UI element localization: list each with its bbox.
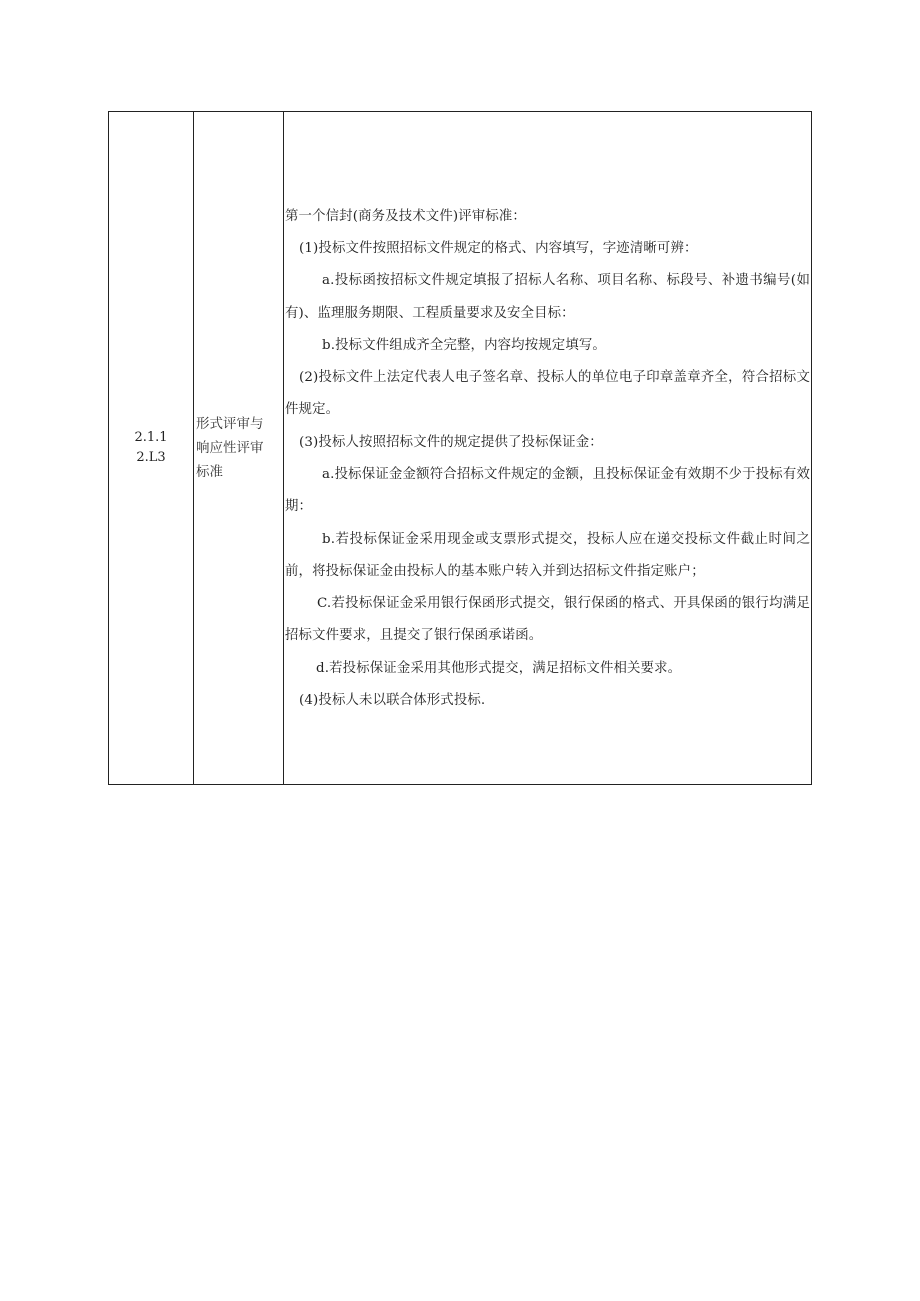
detail-paragraph-item-4: (4)投标人未以联合体形式投标. [299, 693, 486, 709]
detail-paragraph-item-3: (3)投标人按照招标文件的规定提供了投标保证金： [299, 434, 603, 450]
criterion-name-line-3: 标准 [196, 464, 223, 480]
clause-number-cell [109, 112, 194, 785]
criterion-detail-text [285, 179, 810, 718]
table-row [109, 112, 812, 785]
criterion-detail-cell [284, 112, 812, 785]
criterion-name-cell [194, 112, 284, 785]
detail-paragraph-item-1b: b.投标文件组成齐全完整，内容均按规定填写。 [322, 337, 606, 353]
detail-paragraph-item-1: (1)投标文件按照招标文件规定的格式、内容填写，字迹清晰可辨： [299, 240, 698, 256]
detail-paragraph-item-2: (2)投标文件上法定代表人电子签名章、投标人的单位电子印章盖章齐全，符合招标文件规定。 [285, 370, 810, 418]
clause-number-line-1: 2.1.1 [134, 430, 168, 445]
detail-paragraph-item-1a: a.投标函按招标文件规定填报了招标人名称、项目名称、标段号、补遗书编号(如有)、监理服务期限、工程质量要求及安全目标： [285, 273, 810, 321]
detail-paragraph-heading: 第一个信封(商务及技术文件)评审标准： [285, 208, 526, 224]
detail-paragraph-item-3a: a.投标保证金金额符合招标文件规定的金额，且投标保证金有效期不少于投标有效期： [285, 467, 810, 515]
clause-number-line-2: 2.L3 [136, 450, 166, 465]
detail-paragraph-item-3d: d.若投标保证金采用其他形式提交，满足招标文件相关要求。 [316, 660, 682, 676]
detail-paragraph-item-3c: C.若投标保证金采用银行保函形式提交，银行保函的格式、开具保函的银行均满足招标文件要求，且提交了银行保函承诺函。 [285, 596, 810, 644]
evaluation-criteria-table [108, 111, 812, 785]
detail-paragraph-item-3b: b.若投标保证金采用现金或支票形式提交，投标人应在递交投标文件截止时间之前，将投标保证金由投标人的基本账户转入并到达招标文件指定账户； [285, 531, 810, 579]
criterion-name-line-2: 响应性评审 [196, 440, 264, 456]
criterion-name-line-1: 形式评审与 [196, 416, 264, 432]
